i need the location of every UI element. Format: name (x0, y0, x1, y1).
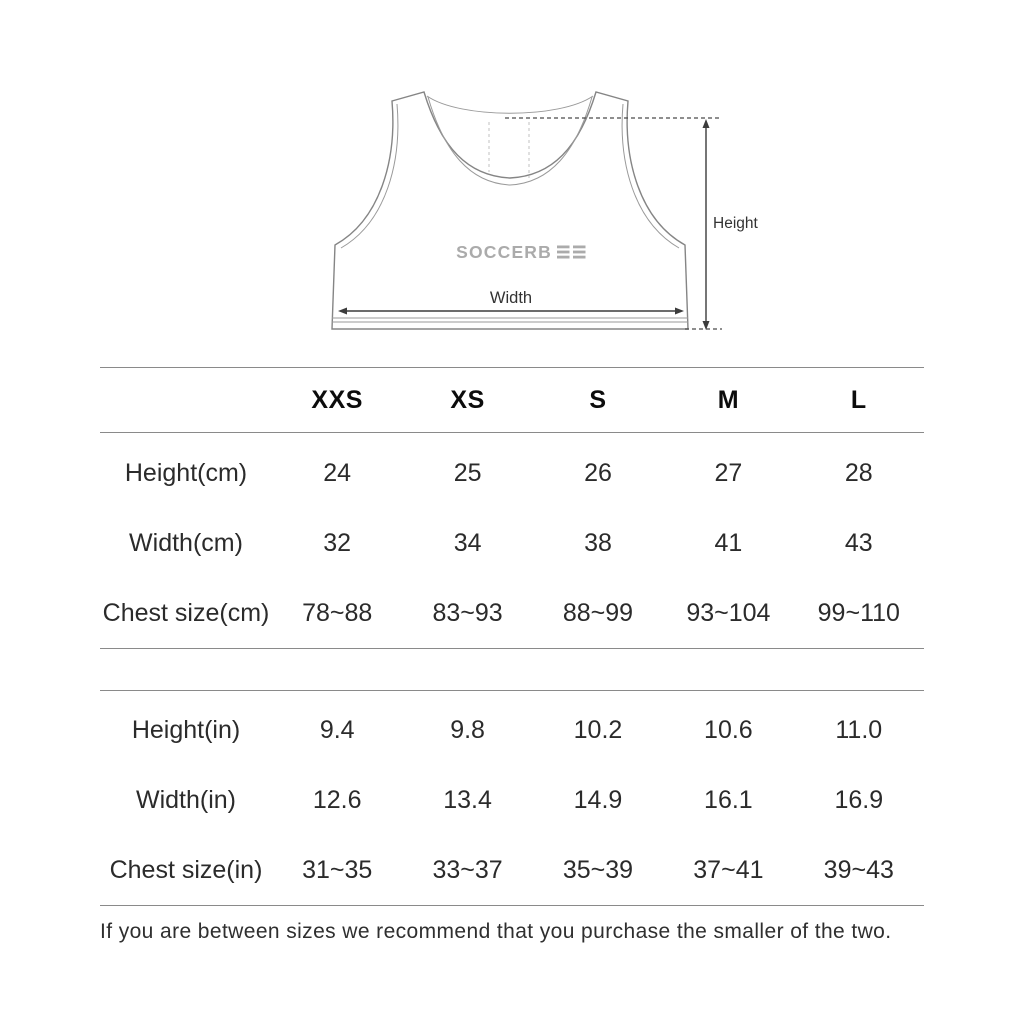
value-cell: 10.6 (704, 715, 753, 744)
value-cell: 32 (323, 528, 352, 557)
value-cell: 12.6 (312, 785, 362, 814)
value-cell: 39~43 (823, 855, 894, 884)
value-cell: 13.4 (443, 785, 492, 814)
value-cell: 99~110 (817, 598, 900, 627)
value-cell: 16.9 (834, 785, 884, 814)
value-cell: 35~39 (562, 855, 634, 884)
size-col-header-l: L (850, 385, 867, 414)
value-cell: 33~37 (432, 855, 503, 884)
cm-section (100, 433, 924, 648)
value-cell: 14.9 (573, 785, 623, 814)
size-col-header-m: M (717, 385, 740, 414)
row-label-width-in: Width(in) (135, 785, 236, 814)
size-col-header-s: S (589, 385, 607, 414)
value-cell: 11.0 (835, 715, 883, 744)
table-bottom-rule (100, 905, 924, 906)
value-cell: 78~88 (302, 598, 373, 627)
value-cell: 43 (844, 528, 873, 557)
row-label-chest-in: Chest size(in) (109, 855, 263, 884)
row-label-height-cm: Height(cm) (124, 458, 248, 487)
value-cell: 88~99 (562, 598, 634, 627)
measurement-guides (505, 118, 722, 329)
logo-ee-bars-icon (557, 246, 586, 259)
value-cell: 9.8 (450, 715, 485, 744)
size-col-header-xxs: XXS (311, 385, 363, 414)
row-label-chest-cm: Chest size(cm) (102, 598, 270, 627)
brand-logo-text: SOCCERB (456, 242, 552, 262)
value-cell: 38 (584, 528, 612, 557)
value-cell: 27 (714, 458, 743, 487)
value-cell: 93~104 (686, 598, 771, 627)
value-cell: 34 (453, 528, 482, 557)
value-cell: 25 (453, 458, 482, 487)
height-arrow (703, 119, 759, 330)
value-cell: 41 (714, 528, 743, 557)
width-arrow (338, 289, 684, 315)
size-col-header-xs: XS (450, 385, 485, 414)
row-label-width-cm: Width(cm) (129, 528, 243, 557)
value-cell: 31~35 (302, 855, 373, 884)
sizing-note: If you are between sizes we recommend that you purchase the smaller of the two. (100, 920, 892, 943)
neck-dashed-guides (489, 122, 529, 178)
size-header-row (100, 368, 924, 432)
brand-logo (456, 242, 585, 262)
value-cell: 83~93 (432, 598, 503, 627)
value-cell: 28 (844, 458, 873, 487)
value-cell: 16.1 (704, 785, 753, 814)
value-cell: 26 (584, 458, 612, 487)
size-table (100, 367, 924, 944)
row-label-height-in: Height(in) (131, 715, 241, 744)
width-arrow-label: Width (489, 289, 533, 307)
value-cell: 24 (323, 458, 352, 487)
value-cell: 10.2 (573, 715, 623, 744)
value-cell: 37~41 (693, 855, 764, 884)
inch-section (100, 691, 924, 905)
value-cell: 9.4 (319, 715, 355, 744)
height-arrow-label: Height (713, 215, 758, 232)
section-gap (100, 649, 924, 690)
garment-illustration (0, 0, 1024, 360)
